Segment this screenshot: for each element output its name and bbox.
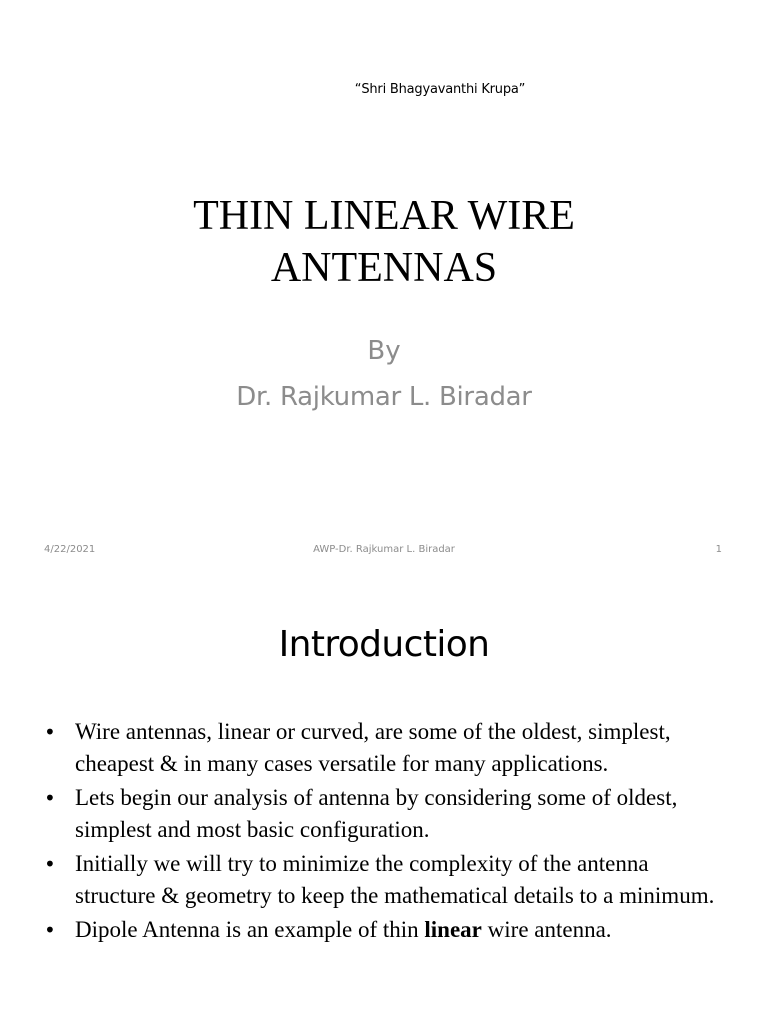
footer-page-number: 1	[715, 544, 722, 555]
bullet-item	[0, 782, 768, 846]
bullet-item	[0, 914, 768, 946]
section-title: Introduction	[278, 624, 490, 665]
bullet-icon: •	[44, 786, 56, 810]
bullet-text: Wire antennas, linear or curved, are some of the oldest, simplest, cheapest & in many cases versatile for many applications.	[75, 719, 671, 776]
introduction-slide	[0, 576, 768, 1024]
footer-date: 4/22/2021	[44, 544, 96, 555]
tagline: “Shri Bhagyavanthi Krupa”	[354, 82, 526, 97]
bullet-item	[0, 716, 768, 780]
footer-center-text: AWP-Dr. Rajkumar L. Biradar	[313, 544, 455, 555]
bullet-icon: •	[44, 720, 56, 744]
slide-title	[0, 190, 768, 294]
bullet-text: Initially we will try to minimize the complexity of the antenna structure & geometry to keep the mathematical details to a minimum.	[75, 851, 715, 908]
author-name: Dr. Rajkumar L. Biradar	[236, 382, 532, 412]
bullet-text-end: wire antenna.	[481, 917, 612, 942]
bullet-text-emphasis: linear	[424, 917, 482, 942]
bullet-icon: •	[44, 918, 56, 942]
by-label: By	[367, 336, 401, 366]
bullet-text: Lets begin our analysis of antenna by considering some of oldest, simplest and most basic configuration.	[75, 785, 678, 842]
bullet-item	[0, 848, 768, 912]
slide-title-line-1: THIN LINEAR WIRE	[193, 193, 575, 239]
bullet-text	[75, 917, 612, 942]
slide-title-line-2: ANTENNAS	[270, 245, 498, 291]
bullet-list	[0, 716, 768, 948]
bullet-text-start: Dipole Antenna is an example of thin	[75, 917, 425, 942]
bullet-icon: •	[44, 852, 56, 876]
